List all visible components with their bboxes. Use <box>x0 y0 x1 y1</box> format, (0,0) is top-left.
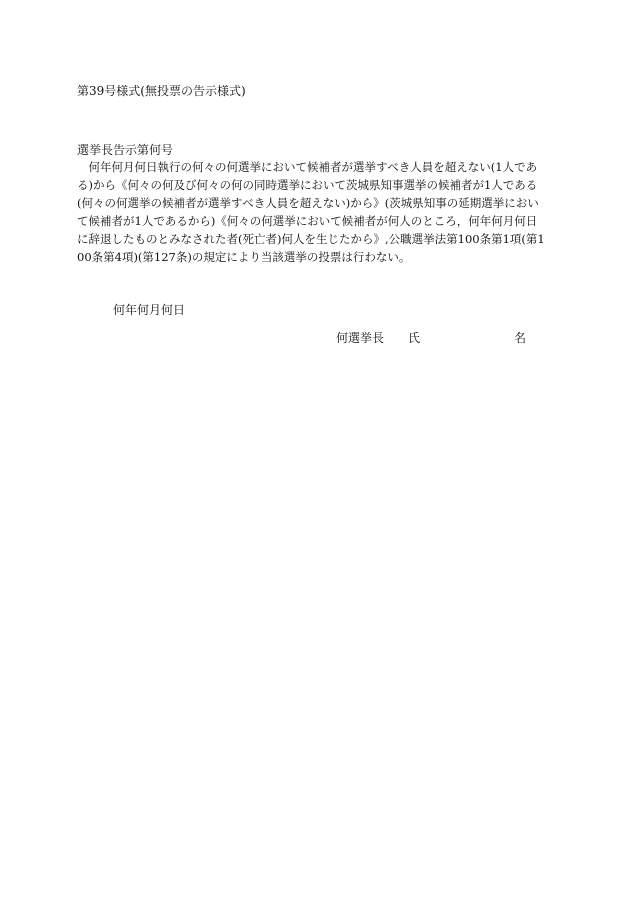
body-line: (何々の何選挙の候補者が選挙すべき人員を超えない)から》(茨城県知事の延期選挙におい <box>77 196 539 210</box>
body-line: る)から《何々の何及び何々の何の同時選挙において茨城県知事選挙の候補者が1人である <box>77 178 538 192</box>
signature-title: 何選挙長 <box>336 331 385 345</box>
notice-date: 何年何月何日 <box>113 303 186 317</box>
body-line: 何年何月何日執行の何々の何選挙において候補者が選挙すべき人員を超えない(1人であ <box>77 160 538 174</box>
body-line: 00条第4項)(第127条)の規定により当該選挙の投票は行わない。 <box>77 250 411 264</box>
body-line: て候補者が1人であるから)《何々の何選挙において候補者が何人のところ，何年何月何日 <box>77 214 538 228</box>
signature-given-name-label: 名 <box>514 331 527 345</box>
body-line: に辞退したものとみなされた者(死亡者)何人を生じたから》,公職選挙法第100条第1項(第1 <box>77 232 545 246</box>
form-title: 第39号様式(無投票の告示様式) <box>77 84 246 98</box>
notice-body <box>77 158 551 266</box>
signature-surname-label: 氏 <box>408 331 421 345</box>
notice-number: 選挙長告示第何号 <box>77 143 174 157</box>
